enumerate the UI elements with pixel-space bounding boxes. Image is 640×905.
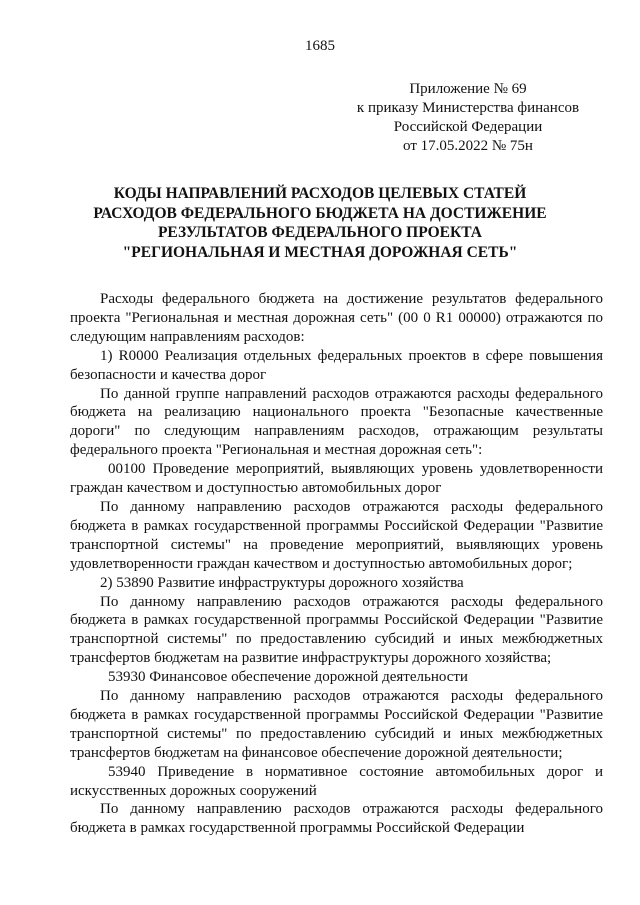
document-title <box>60 184 580 262</box>
appendix-number: Приложение № 69 <box>409 81 527 97</box>
code-heading-53940: 53940 Приведение в нормативное состояние автомобильных дорог и искусственных дорожных сооружений <box>70 763 603 799</box>
appendix-header <box>348 80 588 156</box>
code-heading-00100: 00100 Проведение мероприятий, выявляющих уровень удовлетворенности граждан качеством и доступностью автомобильных дорог <box>70 461 603 497</box>
intro-paragraph: Расходы федерального бюджета на достижение результатов федерального проекта "Региональная и местная дорожная сеть" (00 0 R1 00000) отражаются по следующим направлениям расходов: <box>70 291 603 345</box>
paragraph-00100-description: По данному направлению расходов отражаются расходы федерального бюджета в рамках государственной программы Российской Федерации "Развитие транспортной системы" на проведение мероприятий, выявляющих уровень удовлетворенности граждан качеством и доступностью автомобильных дорог; <box>70 498 603 572</box>
paragraph-53940-description: По данному направлению расходов отражаются расходы федерального бюджета в рамках государственной программы Российской Федерации <box>70 801 603 837</box>
title-line-4: "РЕГИОНАЛЬНАЯ И МЕСТНАЯ ДОРОЖНАЯ СЕТЬ" <box>122 243 518 261</box>
code-heading-53930: 53930 Финансовое обеспечение дорожной деятельности <box>108 669 468 686</box>
appendix-order-date: от 17.05.2022 № 75н <box>403 138 533 154</box>
paragraph-53930-description: По данному направлению расходов отражаются расходы федерального бюджета в рамках государственной программы Российской Федерации "Развитие транспортной системы" по предоставлению субсидий и иных межбюджетных трансфертов бюджетам на финансовое обеспечение дорожной деятельности; <box>70 688 603 761</box>
appendix-order-ref: к приказу Министерства финансов <box>356 100 580 116</box>
title-line-3: РЕЗУЛЬТАТОВ ФЕДЕРАЛЬНОГО ПРОЕКТА <box>157 224 483 241</box>
page-number: 1685 <box>305 38 335 54</box>
paragraph-53890-description: По данному направлению расходов отражаются расходы федерального бюджета в рамках государственной программы Российской Федерации "Развитие транспортной системы" по предоставлению субсидий и иных межбюджетных трансфертов бюджетам на развитие инфраструктуры дорожного хозяйства; <box>70 593 603 667</box>
title-line-1: КОДЫ НАПРАВЛЕНИЙ РАСХОДОВ ЦЕЛЕВЫХ СТАТЕЙ <box>113 185 527 202</box>
document-body <box>70 290 603 838</box>
paragraph-r0000-description: По данной группе направлений расходов отражаются расходы федерального бюджета на реализацию национального проекта "Безопасные качественные дороги" по следующим направлениям расходов, отражающим результаты федерального проекта "Региональная и местная дорожная сеть": <box>70 385 603 459</box>
appendix-ministry: Российской Федерации <box>393 119 543 135</box>
section-heading-r0000: 1) R0000 Реализация отдельных федеральных проектов в сфере повышения безопасности и качества дорог <box>70 347 603 383</box>
title-line-2: РАСХОДОВ ФЕДЕРАЛЬНОГО БЮДЖЕТА НА ДОСТИЖЕНИЕ <box>93 204 547 222</box>
section-heading-53890: 2) 53890 Развитие инфраструктуры дорожного хозяйства <box>100 574 464 591</box>
